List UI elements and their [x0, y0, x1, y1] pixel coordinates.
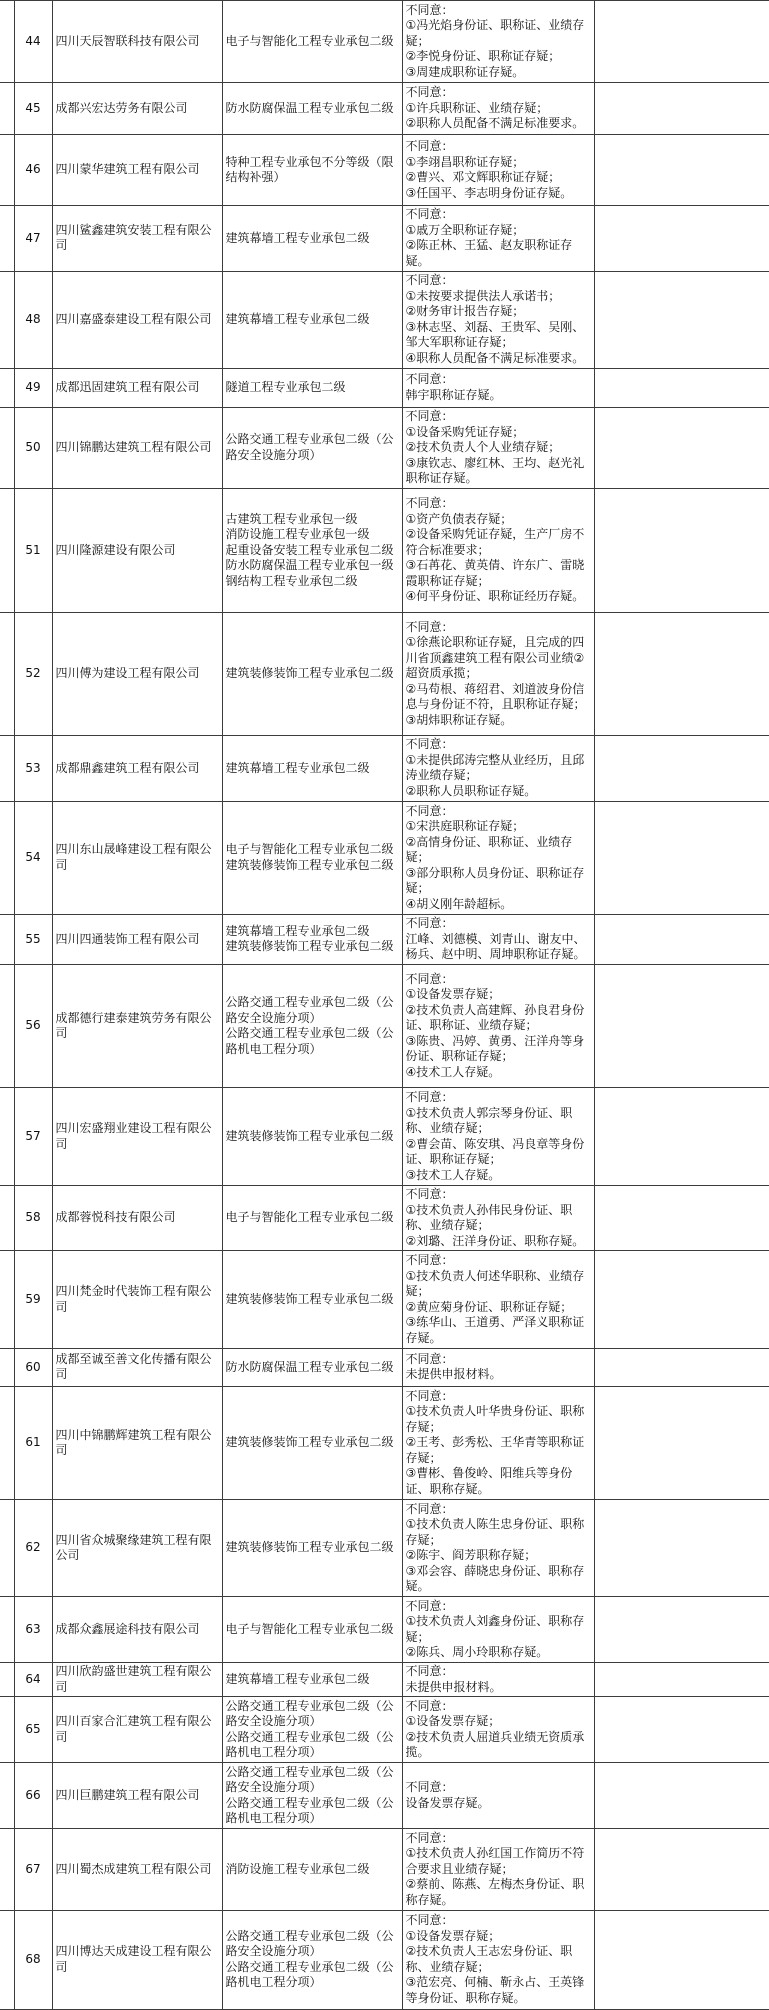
qualification-line: 古建筑工程专业承包一级: [225, 511, 358, 526]
review-opinion-cell: [402, 612, 594, 736]
table-row: [0, 1185, 769, 1251]
qualification-cell: [222, 206, 402, 272]
row-edge-cell: [0, 1597, 14, 1663]
remark-cell: [594, 1348, 769, 1386]
remark-cell: [594, 1910, 769, 2009]
opinion-line: 不同意：: [405, 971, 454, 986]
opinion-line: ①设备发票存疑；: [405, 1714, 501, 1729]
qualification-line: 隧道工程专业承包二级: [225, 380, 346, 395]
qualification-cell: [222, 407, 402, 489]
opinion-line: 不同意：: [405, 1830, 454, 1845]
company-name: 四川宏盛翔业建设工程有限公司: [52, 1088, 222, 1185]
company-name: 四川梵金时代装饰工程有限公司: [52, 1251, 222, 1348]
opinion-line: 不同意：: [405, 737, 454, 752]
qualification-line: 消防设施工程专业承包二级: [225, 1861, 370, 1876]
qualification-line: 公路交通工程专业承包二级（公路机电工程分项）: [225, 1959, 394, 1990]
row-number: 44: [14, 1, 52, 83]
opinion-line: ④胡义刚年龄超标。: [405, 896, 513, 911]
qualification-line: 建筑装修装饰工程专业承包二级: [225, 1291, 394, 1306]
table-row: [0, 82, 769, 135]
company-name: 四川东山晟峰建设工程有限公司: [52, 801, 222, 914]
opinion-line: ③康钦志、廖红林、王均、赵光礼职称证存疑。: [405, 455, 585, 485]
table-row: [0, 1088, 769, 1185]
opinion-line: ③胡炜职称证存疑。: [405, 712, 513, 727]
opinion-line: ①李翊昌职称证存疑；: [405, 154, 525, 169]
review-opinion-cell: [402, 1663, 594, 1697]
row-edge-cell: [0, 1, 14, 83]
review-opinion-cell: [402, 1763, 594, 1829]
opinion-line: ②马苟根、蒋绍君、刘道波身份信息与身份证不符，且职称证存疑；: [405, 681, 586, 712]
qualification-cell: [222, 82, 402, 135]
company-name: 成都众鑫展途科技有限公司: [52, 1597, 222, 1663]
qualification-line: 公路交通工程专业承包二级（公路安全设施分项）: [225, 432, 394, 462]
opinion-line: ②技术负责人个人业绩存疑；: [405, 440, 561, 454]
opinion-line: ④职称人员配备不满足标准要求。: [405, 350, 585, 365]
row-edge-cell: [0, 612, 14, 736]
row-edge-cell: [0, 82, 14, 135]
row-number: 62: [14, 1499, 52, 1596]
opinion-line: ①技术负责人陈生忠身份证、职称存疑；: [405, 1517, 585, 1547]
remark-cell: [594, 801, 769, 914]
company-name: 成都鼎鑫建筑工程有限公司: [52, 736, 222, 802]
opinion-line: ①技术负责人孙伟民身份证、职称、业绩存疑；: [405, 1202, 573, 1233]
opinion-line: 不同意：: [405, 1187, 454, 1202]
qualification-line: 建筑幕墙工程专业承包二级: [225, 312, 370, 327]
company-name: 四川巨鹏建筑工程有限公司: [52, 1763, 222, 1829]
opinion-line: ②技术负责人高建辉、孙良君身份证、职称证、业绩存疑；: [405, 1002, 585, 1033]
company-name: 四川蜀杰成建筑工程有限公司: [52, 1829, 222, 1911]
row-number: 49: [14, 369, 52, 407]
row-number: 64: [14, 1663, 52, 1697]
row-number: 53: [14, 736, 52, 802]
opinion-line: ①技术负责人孙红国工作简历不符合要求且业绩存疑；: [405, 1846, 585, 1876]
review-opinion-cell: [402, 1251, 594, 1348]
review-opinion-cell: [402, 369, 594, 407]
company-name: 四川锦鹏达建筑工程有限公司: [52, 407, 222, 489]
row-number: 45: [14, 82, 52, 135]
qualification-line: 防水防腐保温工程专业承包一级: [225, 558, 394, 573]
remark-cell: [594, 1697, 769, 1763]
row-number: 59: [14, 1251, 52, 1348]
opinion-line: ③任国平、李志明身份证存疑。: [405, 185, 573, 200]
opinion-line: 不同意：: [405, 1698, 454, 1713]
opinion-line: 不同意：: [405, 2, 454, 17]
company-name: 四川蒙华建筑工程有限公司: [52, 135, 222, 206]
review-opinion-cell: [402, 82, 594, 135]
opinion-line: 不同意：: [405, 1913, 454, 1928]
opinion-line: 不同意：: [405, 619, 454, 634]
opinion-line: 不同意：: [405, 1388, 454, 1403]
opinion-line: ①冯光焰身份证、职称证、业绩存疑；: [405, 18, 585, 48]
review-opinion-cell: [402, 1348, 594, 1386]
qualification-line: 电子与智能化工程专业承包二级: [225, 33, 394, 48]
remark-cell: [594, 369, 769, 407]
table-row: [0, 1829, 769, 1911]
row-number: 54: [14, 801, 52, 914]
row-edge-cell: [0, 1251, 14, 1348]
opinion-line: ③范宏亮、何楠、靳永占、王英锋等身份证、职称存疑。: [405, 1975, 585, 2005]
qualification-line: 建筑装修装饰工程专业承包二级: [225, 1540, 394, 1555]
opinion-line: ③周建成职称证存疑。: [405, 64, 525, 79]
opinion-line: 不同意：: [405, 85, 454, 100]
review-opinion-cell: [402, 914, 594, 964]
opinion-line: ①戚万全职称证存疑；: [405, 222, 525, 237]
row-number: 52: [14, 612, 52, 736]
table-row: [0, 1251, 769, 1348]
company-name: 四川鲨鑫建筑安装工程有限公司: [52, 206, 222, 272]
row-edge-cell: [0, 736, 14, 802]
row-number: 56: [14, 964, 52, 1088]
row-edge-cell: [0, 1910, 14, 2009]
review-opinion-cell: [402, 1499, 594, 1596]
table-row: [0, 489, 769, 613]
company-name: 四川嘉盛泰建设工程有限公司: [52, 271, 222, 368]
qualification-cell: [222, 369, 402, 407]
company-name: 四川傅为建设工程有限公司: [52, 612, 222, 736]
row-edge-cell: [0, 271, 14, 368]
remark-cell: [594, 1499, 769, 1596]
row-edge-cell: [0, 489, 14, 613]
remark-cell: [594, 271, 769, 368]
opinion-line: ①技术负责人刘鑫身份证、职称存疑；: [405, 1614, 585, 1644]
review-opinion-cell: [402, 271, 594, 368]
qualification-cell: [222, 612, 402, 736]
table-row: [0, 612, 769, 736]
qualification-line: 公路交通工程专业承包二级（公路安全设施分项）: [225, 1698, 394, 1729]
row-number: 55: [14, 914, 52, 964]
qualification-cell: [222, 1387, 402, 1500]
qualification-line: 消防设施工程专业承包一级: [225, 527, 370, 542]
review-opinion-cell: [402, 407, 594, 489]
opinion-line: ②技术负责人王志宏身份证、职称、业绩存疑；: [405, 1944, 573, 1974]
qualification-line: 建筑幕墙工程专业承包二级: [225, 1671, 370, 1686]
remark-cell: [594, 1088, 769, 1185]
opinion-line: ①资产负债表存疑；: [405, 511, 513, 526]
remark-cell: [594, 964, 769, 1088]
opinion-line: ②陈兵、周小玲职称存疑。: [405, 1645, 549, 1660]
opinion-line: ①技术负责人叶华贵身份证、职称存疑；: [405, 1404, 585, 1434]
table-row: [0, 736, 769, 802]
remark-cell: [594, 612, 769, 736]
review-opinion-cell: [402, 964, 594, 1088]
qualification-line: 建筑幕墙工程专业承包二级: [225, 923, 370, 938]
review-opinion-cell: [402, 736, 594, 802]
remark-cell: [594, 1829, 769, 1911]
remark-cell: [594, 1763, 769, 1829]
opinion-line: ③部分职称人员身份证、职称证存疑；: [405, 865, 585, 896]
review-opinion-cell: [402, 1387, 594, 1500]
qualification-cell: [222, 1088, 402, 1185]
company-name: 成都德行建泰建筑劳务有限公司: [52, 964, 222, 1088]
qualification-line: 防水防腐保温工程专业承包二级: [225, 100, 394, 115]
qualification-line: 特种工程专业承包不分等级（限结构补强）: [225, 154, 394, 185]
opinion-line: 不同意：: [405, 1351, 454, 1366]
row-edge-cell: [0, 1763, 14, 1829]
row-edge-cell: [0, 135, 14, 206]
qualification-line: 建筑幕墙工程专业承包二级: [225, 760, 370, 775]
review-opinion-cell: [402, 1185, 594, 1251]
remark-cell: [594, 206, 769, 272]
row-edge-cell: [0, 964, 14, 1088]
review-opinion-cell: [402, 1910, 594, 2009]
qualification-cell: [222, 914, 402, 964]
opinion-line: 不同意：: [405, 916, 454, 931]
row-number: 67: [14, 1829, 52, 1911]
opinion-line: ②王考、彭秀松、王华青等职称证存疑；: [405, 1435, 585, 1465]
row-edge-cell: [0, 1387, 14, 1500]
row-number: 58: [14, 1185, 52, 1251]
table-row: [0, 964, 769, 1088]
remark-cell: [594, 82, 769, 135]
opinion-line: ①设备发票存疑；: [405, 1928, 501, 1943]
row-number: 63: [14, 1597, 52, 1663]
opinion-line: ②曹会苗、陈安琪、冯良章等身份证、职称证存疑；: [405, 1136, 585, 1166]
opinion-line: ②陈宇、阎芳职称存疑；: [405, 1548, 537, 1563]
qualification-line: 建筑装修装饰工程专业承包二级: [225, 666, 394, 681]
remark-cell: [594, 736, 769, 802]
company-name: 四川欣韵盛世建筑工程有限公司: [52, 1663, 222, 1697]
opinion-line: ②技术负责人屈道兵业绩无资质承揽。: [405, 1729, 585, 1760]
qualification-cell: [222, 964, 402, 1088]
company-name: 四川省众城聚缘建筑工程有限公司: [52, 1499, 222, 1596]
row-edge-cell: [0, 1088, 14, 1185]
table-row: [0, 1697, 769, 1763]
qualification-line: 公路交通工程专业承包二级（公路安全设施分项）: [225, 1764, 394, 1795]
table-row: [0, 206, 769, 272]
qualification-cell: [222, 1597, 402, 1663]
opinion-line: ④技术工人存疑。: [405, 1064, 501, 1079]
company-name: 四川天辰智联科技有限公司: [52, 1, 222, 83]
qualification-cell: [222, 135, 402, 206]
opinion-line: 不同意：: [405, 803, 454, 818]
row-edge-cell: [0, 1697, 14, 1763]
table-row: [0, 1910, 769, 2009]
review-opinion-cell: [402, 1, 594, 83]
opinion-line: ②职称人员配备不满足标准要求。: [405, 116, 585, 131]
qualification-line: 防水防腐保温工程专业承包二级: [225, 1359, 394, 1374]
qualification-line: 起重设备安装工程专业承包二级: [225, 542, 394, 557]
row-number: 61: [14, 1387, 52, 1500]
qualification-line: 建筑装修装饰工程专业承包二级: [225, 939, 394, 954]
opinion-line: ①徐燕论职称证存疑，且完成的四川省顶鑫建筑工程有限公司业绩②超资质承揽；: [405, 635, 585, 681]
row-number: 50: [14, 407, 52, 489]
opinion-line: ①技术负责人何述华职称、业绩存疑；: [405, 1268, 585, 1299]
row-edge-cell: [0, 1348, 14, 1386]
row-edge-cell: [0, 1663, 14, 1697]
review-opinion-cell: [402, 1597, 594, 1663]
opinion-line: ③练华山、王道勇、严泽义职称证存疑。: [405, 1315, 585, 1345]
row-edge-cell: [0, 1499, 14, 1596]
opinion-line: 不同意：: [405, 1780, 454, 1795]
row-number: 65: [14, 1697, 52, 1763]
remark-cell: [594, 1663, 769, 1697]
table-row: [0, 914, 769, 964]
qualification-cell: [222, 489, 402, 613]
opinion-line: 不同意：: [405, 207, 454, 222]
opinion-line: 不同意：: [405, 372, 454, 387]
table-row: [0, 407, 769, 489]
qualification-line: 公路交通工程专业承包二级（公路机电工程分项）: [225, 1729, 394, 1760]
opinion-line: ①许兵职称证、业绩存疑；: [405, 100, 549, 115]
opinion-line: ③邓会容、薛晓忠身份证、职称存疑。: [405, 1563, 585, 1594]
row-edge-cell: [0, 206, 14, 272]
remark-cell: [594, 489, 769, 613]
opinion-line: ③曹彬、鲁俊岭、阳维兵等身份证、职称存疑。: [405, 1466, 573, 1496]
qualification-cell: [222, 1348, 402, 1386]
qualification-line: 电子与智能化工程专业承包二级: [225, 1621, 394, 1636]
row-edge-cell: [0, 407, 14, 489]
qualification-line: 公路交通工程专业承包二级（公路机电工程分项）: [225, 1795, 394, 1826]
table-row: [0, 1348, 769, 1386]
remark-cell: [594, 914, 769, 964]
opinion-line: 江峰、刘德模、刘青山、谢友中、杨兵、赵中明、周坤职称证存疑。: [405, 931, 586, 962]
qualification-cell: [222, 1697, 402, 1763]
opinion-line: 不同意：: [405, 1664, 454, 1679]
opinion-line: 不同意：: [405, 273, 454, 288]
opinion-line: ②曹兴、邓文辉职称证存疑；: [405, 170, 561, 185]
opinion-line: 韩宇职称证存疑。: [405, 387, 502, 402]
company-name: 成都蓉悦科技有限公司: [52, 1185, 222, 1251]
row-number: 57: [14, 1088, 52, 1185]
opinion-line: ③林志坚、刘磊、王贵军、吴刚、邹大军职称证存疑；: [405, 319, 585, 350]
qualification-cell: [222, 1251, 402, 1348]
review-opinion-cell: [402, 489, 594, 613]
row-edge-cell: [0, 1829, 14, 1911]
remark-cell: [594, 1, 769, 83]
remark-cell: [594, 1597, 769, 1663]
row-edge-cell: [0, 1185, 14, 1251]
company-name: 成都至诚至善文化传播有限公司: [52, 1348, 222, 1386]
opinion-line: ③石苒花、黄英倩、许东广、雷晓霞职称证存疑；: [405, 558, 585, 588]
qualification-line: 电子与智能化工程专业承包二级: [225, 842, 394, 857]
opinion-line: 不同意：: [405, 409, 454, 423]
qualification-line: 建筑装修装饰工程专业承包二级: [225, 1128, 394, 1143]
opinion-line: ②蔡前、陈燕、左梅杰身份证、职称存疑。: [405, 1877, 585, 1907]
table-row: [0, 1663, 769, 1697]
opinion-line: ①宋洪庭职称证存疑；: [405, 819, 525, 834]
company-name: 四川中锦鹏辉建筑工程有限公司: [52, 1387, 222, 1500]
opinion-line: 未提供申报材料。: [405, 1679, 502, 1694]
opinion-line: ①未按要求提供法人承诺书；: [405, 288, 561, 303]
qualification-cell: [222, 1, 402, 83]
opinion-line: ③技术工人存疑。: [405, 1167, 501, 1182]
review-opinion-cell: [402, 135, 594, 206]
opinion-line: 设备发票存疑。: [405, 1795, 490, 1810]
remark-cell: [594, 407, 769, 489]
qualification-cell: [222, 801, 402, 914]
row-edge-cell: [0, 801, 14, 914]
qualification-line: 公路交通工程专业承包二级（公路安全设施分项）: [225, 995, 394, 1025]
table-row: [0, 271, 769, 368]
row-edge-cell: [0, 914, 14, 964]
row-number: 66: [14, 1763, 52, 1829]
row-number: 68: [14, 1910, 52, 2009]
remark-cell: [594, 1185, 769, 1251]
table-row: [0, 1763, 769, 1829]
table-row: [0, 1597, 769, 1663]
opinion-line: 不同意：: [405, 1501, 454, 1516]
opinion-line: 不同意：: [405, 1090, 454, 1104]
table-body: [0, 1, 769, 2010]
qualification-line: 钢结构工程专业承包二级: [225, 573, 358, 588]
qualification-cell: [222, 1829, 402, 1911]
qualification-cell: [222, 271, 402, 368]
row-number: 46: [14, 135, 52, 206]
qualification-line: 建筑装修装饰工程专业承包二级: [225, 857, 394, 872]
qualification-line: 公路交通工程专业承包二级（公路安全设施分项）: [225, 1928, 394, 1959]
table-row: [0, 1, 769, 83]
row-edge-cell: [0, 369, 14, 407]
opinion-line: ①设备采购凭证存疑；: [405, 424, 525, 439]
opinion-line: ②陈正林、王猛、赵友职称证存疑。: [405, 238, 573, 268]
table-row: [0, 801, 769, 914]
opinion-line: ④何平身份证、职称证经历存疑。: [405, 589, 585, 604]
row-number: 51: [14, 489, 52, 613]
table-row: [0, 135, 769, 206]
opinion-line: 不同意：: [405, 139, 454, 154]
remark-cell: [594, 1251, 769, 1348]
qualification-line: 建筑装修装饰工程专业承包二级: [225, 1435, 394, 1450]
table-row: [0, 369, 769, 407]
table-row: [0, 1387, 769, 1500]
opinion-line: ②财务审计报告存疑；: [405, 304, 525, 319]
remark-cell: [594, 135, 769, 206]
row-number: 60: [14, 1348, 52, 1386]
opinion-line: ③陈贵、冯婷、黄勇、汪洋舟等身份证、职称证存疑；: [405, 1033, 585, 1064]
company-name: 四川博达天成建设工程有限公司: [52, 1910, 222, 2009]
row-number: 47: [14, 206, 52, 272]
review-opinion-cell: [402, 801, 594, 914]
qualification-cell: [222, 1663, 402, 1697]
opinion-line: ②刘璐、汪洋身份证、职称存疑。: [405, 1233, 585, 1248]
review-opinion-cell: [402, 1829, 594, 1911]
opinion-line: ①未提供邱涛完整从业经历，且邱涛业绩存疑；: [405, 752, 585, 783]
qualification-line: 公路交通工程专业承包二级（公路机电工程分项）: [225, 1026, 394, 1056]
opinion-line: ②设备采购凭证存疑，生产厂房不符合标准要求；: [405, 527, 585, 557]
company-name: 四川隆源建设有限公司: [52, 489, 222, 613]
qualification-cell: [222, 1763, 402, 1829]
opinion-line: ②职称人员职称证存疑。: [405, 783, 537, 798]
company-name: 成都兴宏达劳务有限公司: [52, 82, 222, 135]
company-name: 四川百家合汇建筑工程有限公司: [52, 1697, 222, 1763]
qualification-cell: [222, 1185, 402, 1251]
qualification-line: 建筑幕墙工程专业承包二级: [225, 230, 370, 245]
opinion-line: 不同意：: [405, 1598, 454, 1613]
company-name: 四川四通装饰工程有限公司: [52, 914, 222, 964]
opinion-line: ②黄应菊身份证、职称证存疑；: [405, 1299, 573, 1314]
review-opinion-cell: [402, 1088, 594, 1185]
qualification-cell: [222, 1499, 402, 1596]
review-opinion-cell: [402, 206, 594, 272]
opinion-line: ②李悦身份证、职称证存疑；: [405, 49, 561, 63]
opinion-line: ①设备发票存疑；: [405, 987, 501, 1002]
qualification-cell: [222, 1910, 402, 2009]
opinion-line: ①技术负责人郭宗琴身份证、职称、业绩存疑；: [405, 1105, 573, 1135]
company-name: 成都迅固建筑工程有限公司: [52, 369, 222, 407]
opinion-line: 不同意：: [405, 1253, 454, 1268]
qualification-cell: [222, 736, 402, 802]
row-number: 48: [14, 271, 52, 368]
remark-cell: [594, 1387, 769, 1500]
review-opinion-cell: [402, 1697, 594, 1763]
opinion-line: 不同意：: [405, 496, 454, 511]
opinion-line: ②高情身份证、职称证、业绩存疑；: [405, 834, 573, 865]
opinion-line: 未提供申报材料。: [405, 1367, 502, 1382]
qualification-line: 电子与智能化工程专业承包二级: [225, 1210, 394, 1225]
table-row: [0, 1499, 769, 1596]
